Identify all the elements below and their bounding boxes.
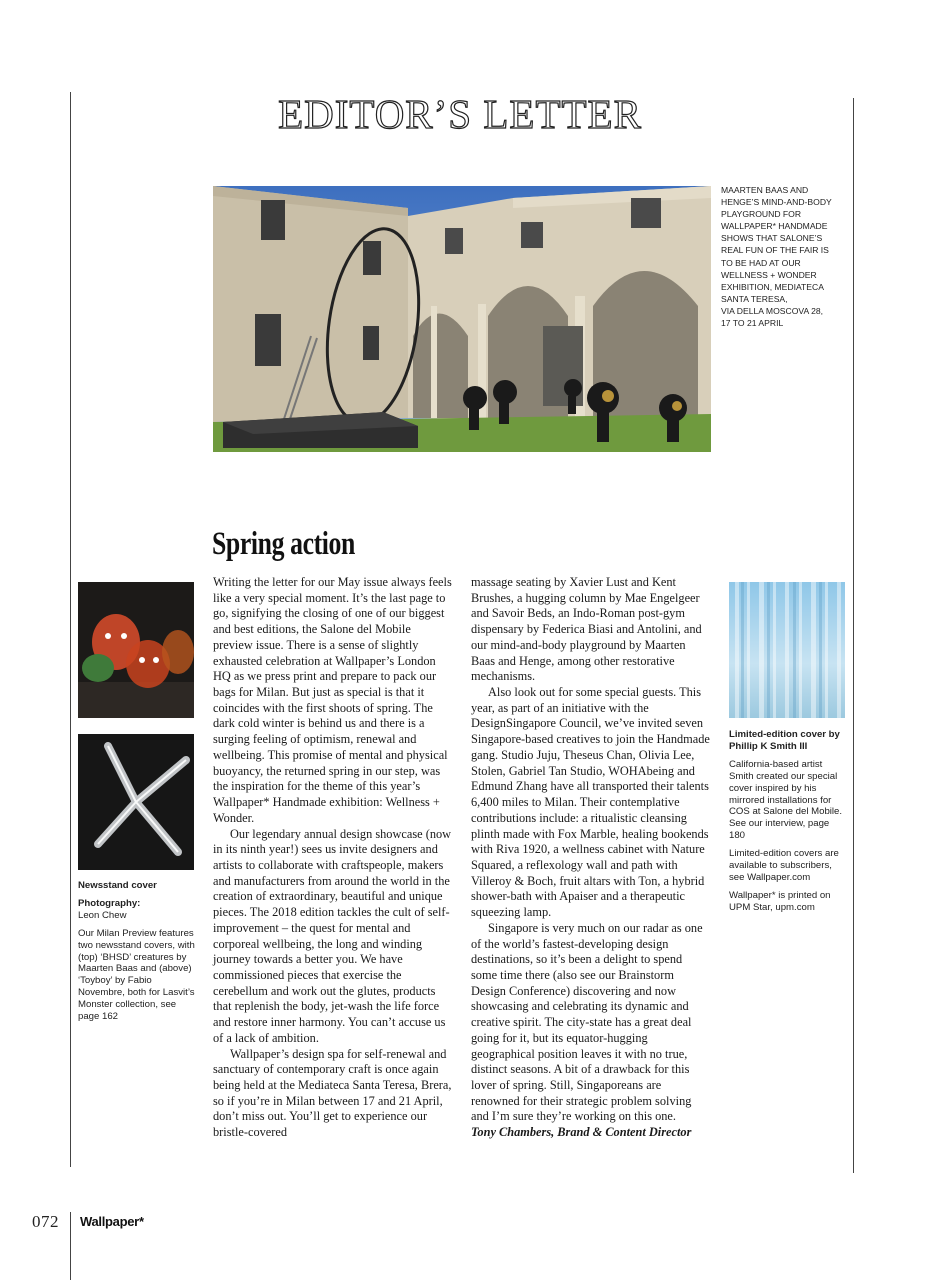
folio-rule [70,1212,71,1280]
body-column-2 [471,575,711,1141]
sidebar-body: Our Milan Preview features two newsstand covers, with (top) ‘BHSD’ creatures by Maarten Baas and (above) ‘Toyboy’ by Fabio Novembre, both for Lasvit’s Monster collection, see page 162 [78,927,195,1023]
left-column-rule [70,92,71,1167]
main-photo-courtyard [213,186,711,452]
sidebar-title: Limited-edition cover by Phillip K Smith III [729,729,840,752]
main-photo-caption: MAARTEN BAAS AND HENGE’S MIND-AND-BODY PLAYGROUND FOR WALLPAPER* HANDMADE SHOWS THAT SALONE’S REAL FUN OF THE FAIR IS TO BE HAD AT OUR WELLNESS + WONDER EXHIBITION, MEDIATECA SANTA TERESA, VIA DELLA MOSCOVA 28, 17 TO 21 APRIL [721,185,832,329]
section-masthead: EDITOR’S LETTER [278,91,642,137]
sidebar-title: Newsstand cover [78,880,157,891]
limited-edition-cover-photo [729,582,845,718]
sidebar-body: California-based artist Smith created our special cover inspired by his mirrored installations for COS at Salone del Mobile. See our interview, page 180 [729,758,843,842]
limited-edition-sidebar [729,729,845,914]
body-paragraph: Wallpaper’s design spa for self-renewal and sanctuary of contemporary craft is once again being held at the Mediateca Santa Teresa, Brera, so if you’re in Milan between 17 and 21 April, don’t miss out. You’ll get to experience our bristle-covered [213,1046,452,1140]
right-column-rule [853,98,854,1173]
sidebar-credit-label: Photography: [78,897,141,909]
newsstand-cover-toyboy-photo [78,734,194,870]
body-paragraph: Writing the letter for our May issue always feels like a very special moment. It’s the last page to go, signifying the closing of one of our biggest and best editions, the Salone del Mobile preview issue. There is a sense of slightly exhausted celebration at Wallpaper’s London HQ as we press print and prepare to pack our bags for Milan. But just as special is that it coincides with the first shoots of spring. The dark cold winter is behind us and there is a surging feeling of optimism, renewal and wellbeing. This promise of mental and physical buoyancy, the returned spring in our step, was the inspiration for the theme of this year’s Wallpaper* Handmade exhibition: Wellness + Wonder. [213,575,452,825]
newsstand-cover-sidebar [78,880,196,1023]
body-paragraph: massage seating by Xavier Lust and Kent Brushes, a hugging column by Mae Engelgeer and Savoir Beds, an Indo-Roman post-gym dispensary by Federica Biasi and Antolini, and our mind-and-body playground by Maarten Baas and Henge, among other restorative mechanisms. [471,575,702,684]
body-column-1 [213,575,453,1141]
article-headline: Spring action [212,526,355,562]
sidebar-credit-name: Leon Chew [78,909,127,921]
body-paragraph: Also look out for some special guests. This year, as part of an initiative with the DesignSingapore Council, we’ve invited seven Singapore-based creatives to join the Handmade gang. Studio Juju, Theseus Chan, Olivia Lee, Stolen, Gabriel Tan Studio, WOHAbeing and Edmund Zhang have all transported their talents 6,400 miles to Milan. Their contemplative contributions include: a ritualistic cleansing plinth made with Fox Marble, healing bookends with Riva 1920, a wellness cabinet with Nature Squared, a reflexology wall and path with Villeroy & Boch, fruit altars with Ton, a hybrid shower-bath with Apaiser and a therapeutic squeezing lamp. [471,685,710,920]
body-paragraph: Singapore is very much on our radar as one of the world’s fastest-developing design destinations, so it’s been a delight to spend some time there (also see our Brainstorm Design Conference) discovering and now showcasing and celebrating its dynamic and creative spirit. The city-state has a great deal going for it, but its equator-hugging geographical position leaves it with no true, distinct seasons. A bit of a drawback for this lover of spring. Still, Singaporeans are renowned for their strategic problem solving and I’m sure they’re working on this one. [471,920,703,1124]
newsstand-cover-bhsd-photo [78,582,194,718]
sidebar-body: Wallpaper* is printed on UPM Star, upm.com [729,889,831,913]
sidebar-body: Limited-edition covers are available to subscribers, see Wallpaper.com [729,848,839,883]
editor-signoff: Tony Chambers, Brand & Content Director [471,1125,692,1140]
page-number: 072 [32,1212,59,1231]
brand-logo: Wallpaper* [80,1214,144,1229]
body-paragraph: Our legendary annual design showcase (now in its ninth year!) sees us invite designers and artists to collaborate with craftspeople, makers and manufacturers from around the world in the creation of extraordinary, beautiful and unique pieces. The 2018 edition tackles the cult of self-improvement – the quest for mental and corporeal wellbeing, the long and winding journey towards a better you. We have commissioned pieces that exercise the cerebellum and work out the glutes, products that replenish the body, jet-wash the life force and restore inner harmony. You can’t accuse us of a lack of ambition. [213,826,452,1045]
